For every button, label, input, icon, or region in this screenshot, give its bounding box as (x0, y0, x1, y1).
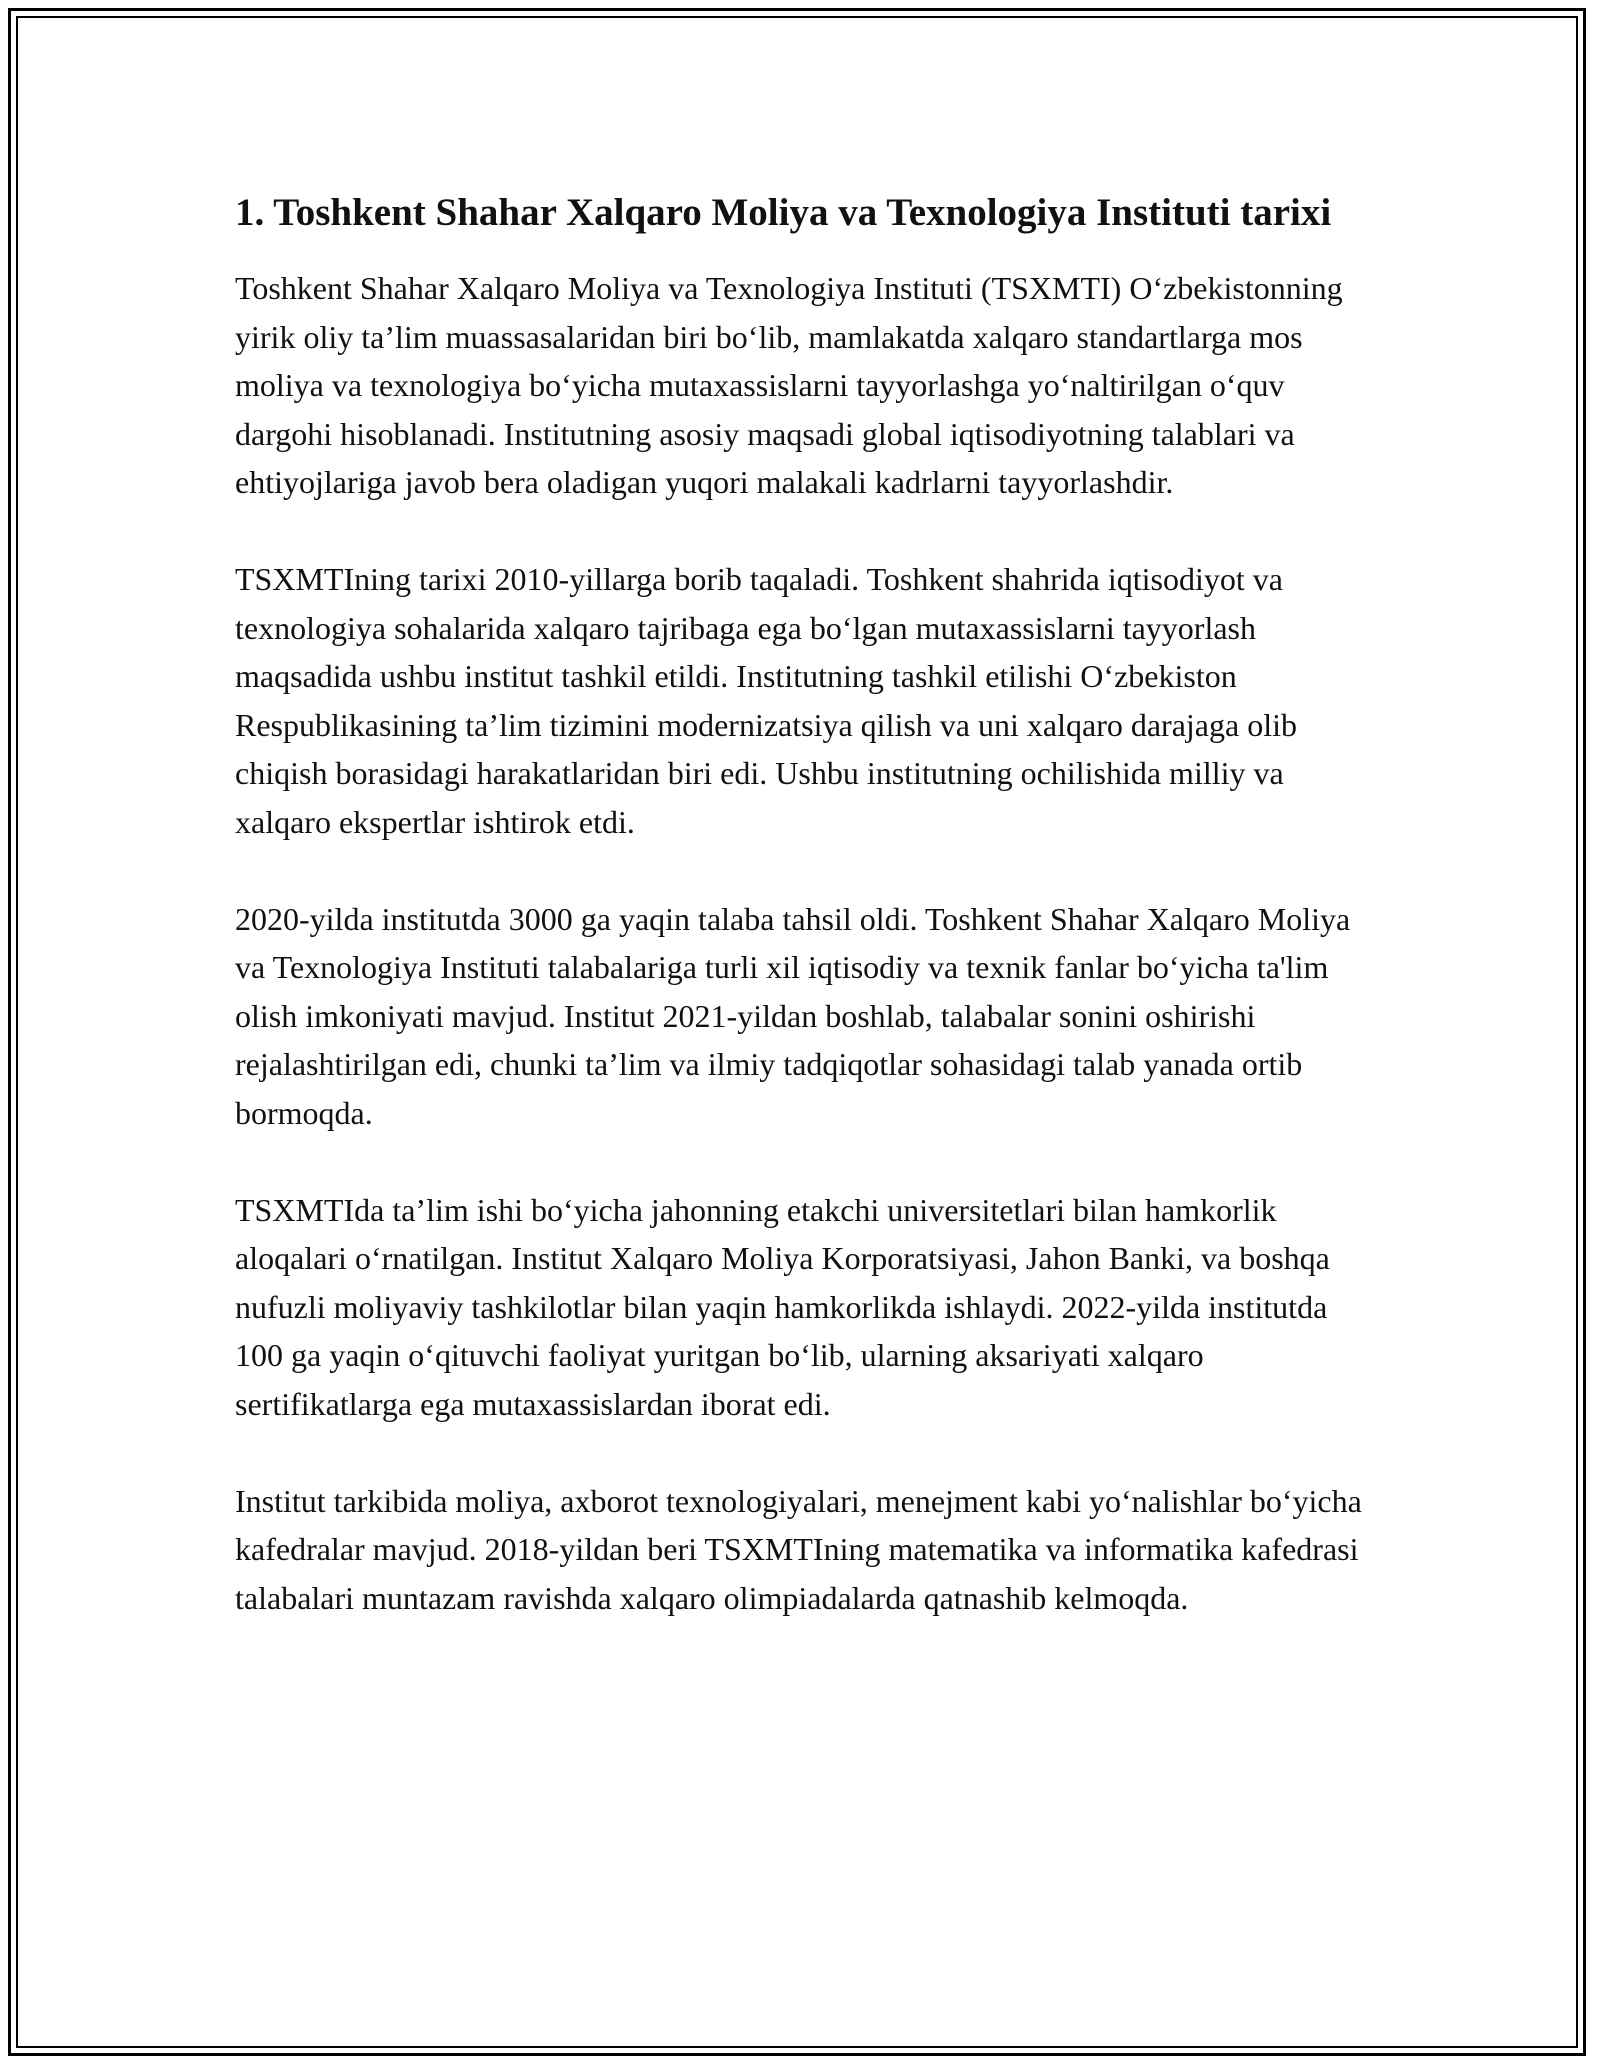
paragraph-history: TSXMTIning tarixi 2010-yillarga borib taqaladi. Toshkent shahrida iqtisodiyot va texnologiya sohalarida xalqaro tajribaga ega bo‘lgan mutaxassislarni tayyorlash maqsadida ushbu institut tashkil etildi. Institutning tashkil etilishi O‘zbekiston Respublikasining ta’lim tizimini modernizatsiya qilish va uni xalqaro darajaga olib chiqish borasidagi harakatlaridan biri edi. Ushbu institutning ochilishida milliy va xalqaro ekspertlar ishtirok etdi. (235, 561, 1297, 840)
paragraph-intro: Toshkent Shahar Xalqaro Moliya va Texnologiya Instituti (TSXMTI) O‘zbekistonning yirik oliy ta’lim muassasalaridan biri bo‘lib, mamlakatda xalqaro standartlarga mos moliya va texnologiya bo‘yicha mutaxassislarni tayyorlashga yo‘naltirilgan o‘quv dargohi hisoblanadi. Institutning asosiy maqsadi global iqtisodiyotning talablari va ehtiyojlariga javob bera oladigan yuqori malakali kadrlarni tayyorlashdir. (235, 270, 1343, 500)
paragraph-partnerships: TSXMTIda ta’lim ishi bo‘yicha jahonning etakchi universitetlari bilan hamkorlik aloqalari o‘rnatilgan. Institut Xalqaro Moliya Korporatsiyasi, Jahon Banki, va boshqa nufuzli moliyaviy tashkilotlar bilan yaqin hamkorlikda ishlaydi. 2022-yilda institutda 100 ga yaqin o‘qituvchi faoliyat yuritgan bo‘lib, ularning aksariyati xalqaro sertifikatlarga ega mutaxassislardan iborat edi. (235, 1191, 1330, 1422)
section-heading: 1. Toshkent Shahar Xalqaro Moliya va Texnologiya Instituti tarixi (235, 191, 1332, 234)
paragraph-departments: Institut tarkibida moliya, axborot texnologiyalari, menejment kabi yo‘nalishlar bo‘yicha kafedralar mavjud. 2018-yildan beri TSXMTIning matematika va informatika kafedrasi talabalari muntazam ravishda xalqaro olimpiadalarda qatnashib kelmoqda. (235, 1482, 1362, 1616)
paragraph-students: 2020-yilda institutda 3000 ga yaqin talaba tahsil oldi. Toshkent Shahar Xalqaro Moliya va Texnologiya Instituti talabalariga turli xil iqtisodiy va texnik fanlar bo‘yicha ta'lim olish imkoniyati mavjud. Institut 2021-yildan boshlab, talabalar sonini oshirishi rejalashtirilgan edi, chunki ta’lim va ilmiy tadqiqotlar sohasidagi talab yanada ortib bormoqda. (235, 900, 1351, 1131)
document-body (235, 186, 1370, 1671)
